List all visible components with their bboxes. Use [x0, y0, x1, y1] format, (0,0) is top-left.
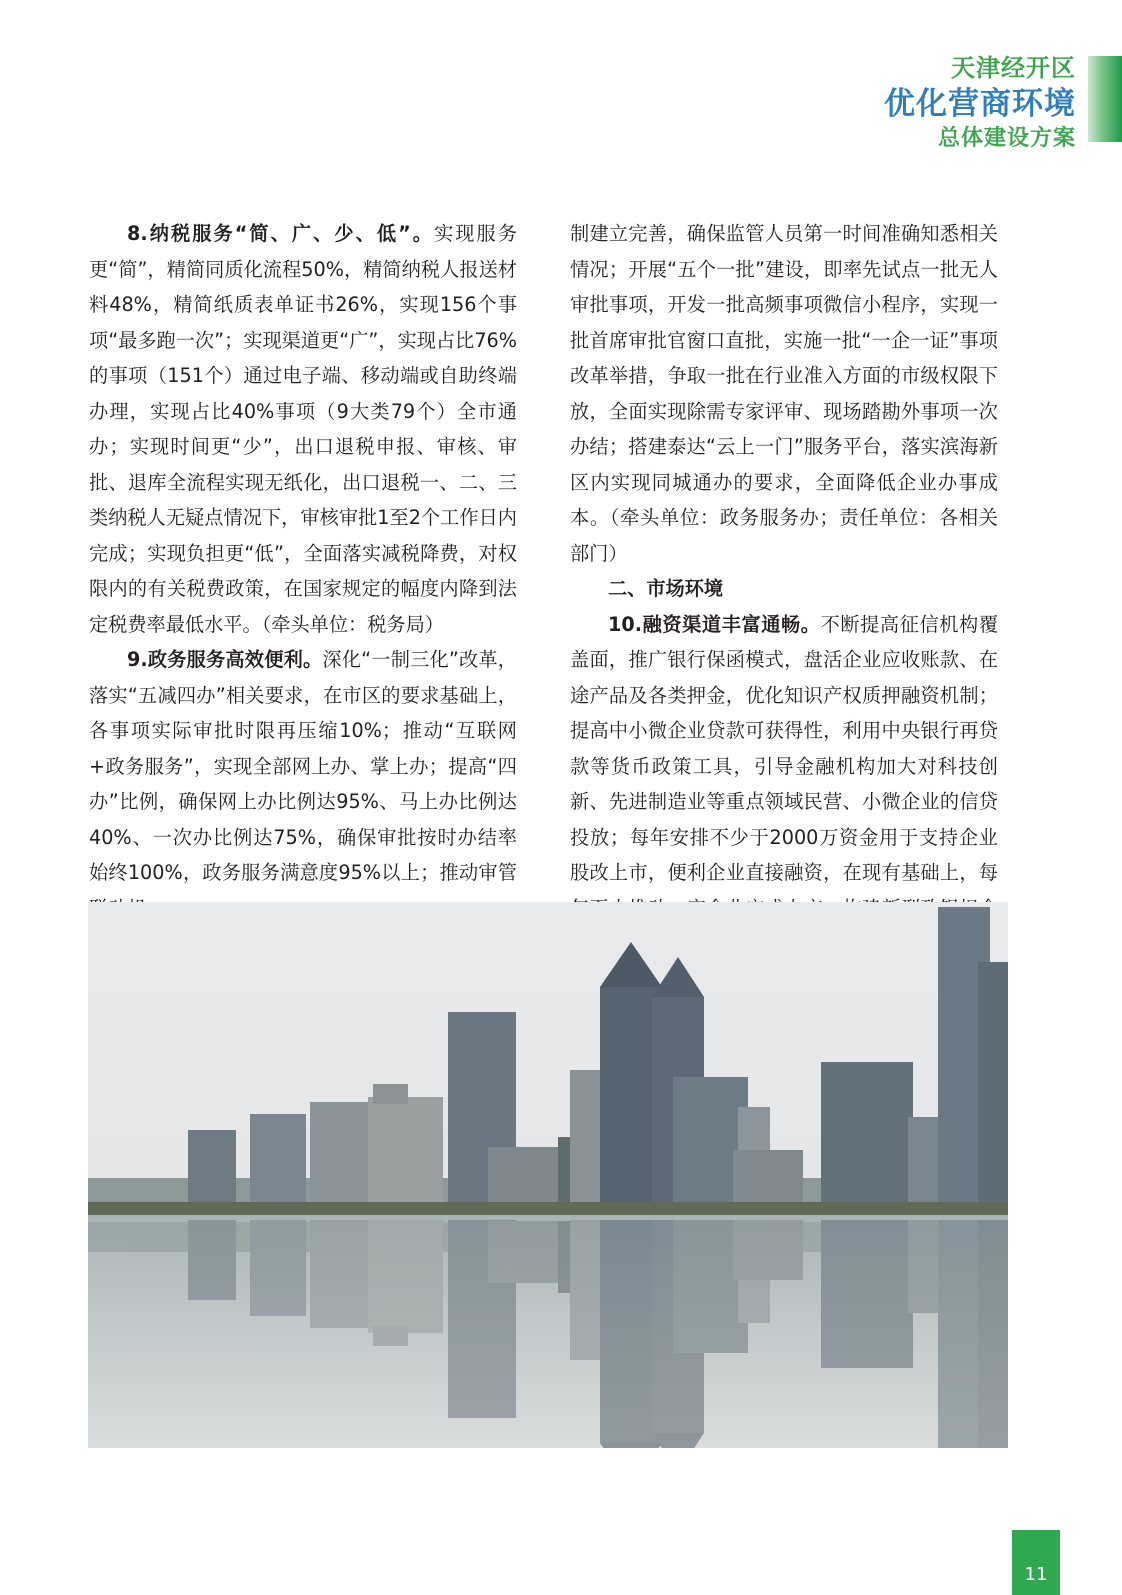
paragraph-8-body: 实现服务更“简”，精简同质化流程50%，精简纳税人报送材料48%，精简纸质表单证书26%，实现156个事项“最多跑一次”；实现渠道更“广”，实现占比76%的事项（151个）通过电子端、移动端或自助终端办理，实现占比40%事项（9大类79个）全市通办；实现时间更“少”，出口退税申报、审核、审批、退库全流程实现无纸化，出口退税一、二、三类纳税人无疑点情况下，审核审批1至2个工作日内完成；实现负担更“低”，全面落实减税降费，对权限内的有关税费政策，在国家规定的幅度内降到法定税费率最低水平。（牵头单位：税务局） — [89, 222, 517, 636]
left-column — [89, 216, 517, 926]
header-color-bar — [1088, 56, 1122, 142]
page-number-box — [1012, 1530, 1060, 1595]
paragraph-8-title: 8.纳税服务“简、广、少、低”。 — [127, 222, 435, 245]
right-column — [570, 216, 998, 962]
section-heading-market: 二、市场环境 — [608, 577, 724, 600]
paragraph-9-title: 9.政务服务高效便利。 — [127, 648, 323, 671]
header-line-3: 总体建设方案 — [937, 126, 1076, 151]
paragraph-9 — [89, 642, 517, 926]
paragraph-10-title: 10.融资渠道丰富通畅。 — [608, 612, 821, 636]
header-line-2: 优化营商环境 — [884, 86, 1076, 122]
paragraph-8 — [89, 216, 517, 642]
paragraph-10-body: 不断提高征信机构覆盖面，推广银行保函模式，盘活企业应收账款、在途产品及各类押金，优化知识产权质押融资机制；提高中小微企业贷款可获得性，利用中央银行再贷款等货币政策工具，引导金融机构加大对科技创新、先进制造业等重点领域民营、小微企业的信贷投放；每年安排不少于2000万资金用于支持企业股改上市，便利企业直接融资，在现有基础上，每 — [570, 612, 999, 884]
header-title-block — [816, 52, 1076, 154]
paragraph-9-continued: 制建立完善，确保监管人员第一时间准确知悉相关情况；开展“五个一批”建设，即率先试点一批无人审批事项，开发一批高频事项微信小程序，实现一批首席审批官窗口直批，实施一批“一企一证”事项改革举措，争取一批在行业准入方面的市级权限下放，全面实现除需专家评审、现场踏勘外事项一次办结；搭建泰达“云上一门”服务平台，落实滨海新区内实现同城通办的要求，全面降低企业办事成本。（牵头单位：政务服务办；责任单位：各相关部门） — [570, 222, 998, 565]
header-line-1: 天津经开区 — [951, 54, 1076, 82]
city-skyline-photo — [88, 902, 1008, 1448]
page-number: 11 — [1024, 1564, 1048, 1585]
paragraph-9-body: 深化“一制三化”改革，落实“五减四办”相关要求，在市区的要求基础上，各事项实际审批时限再压缩10%；推动“互联网+政务服务”，实现全部网上办、掌上办；提高“四办”比例，确保网上办比例达95%、马上办比例达40%、一次办比例达75%，确保审批按时办结率始终100%，政务服务满意度95%以上；推动审管 — [89, 648, 517, 884]
